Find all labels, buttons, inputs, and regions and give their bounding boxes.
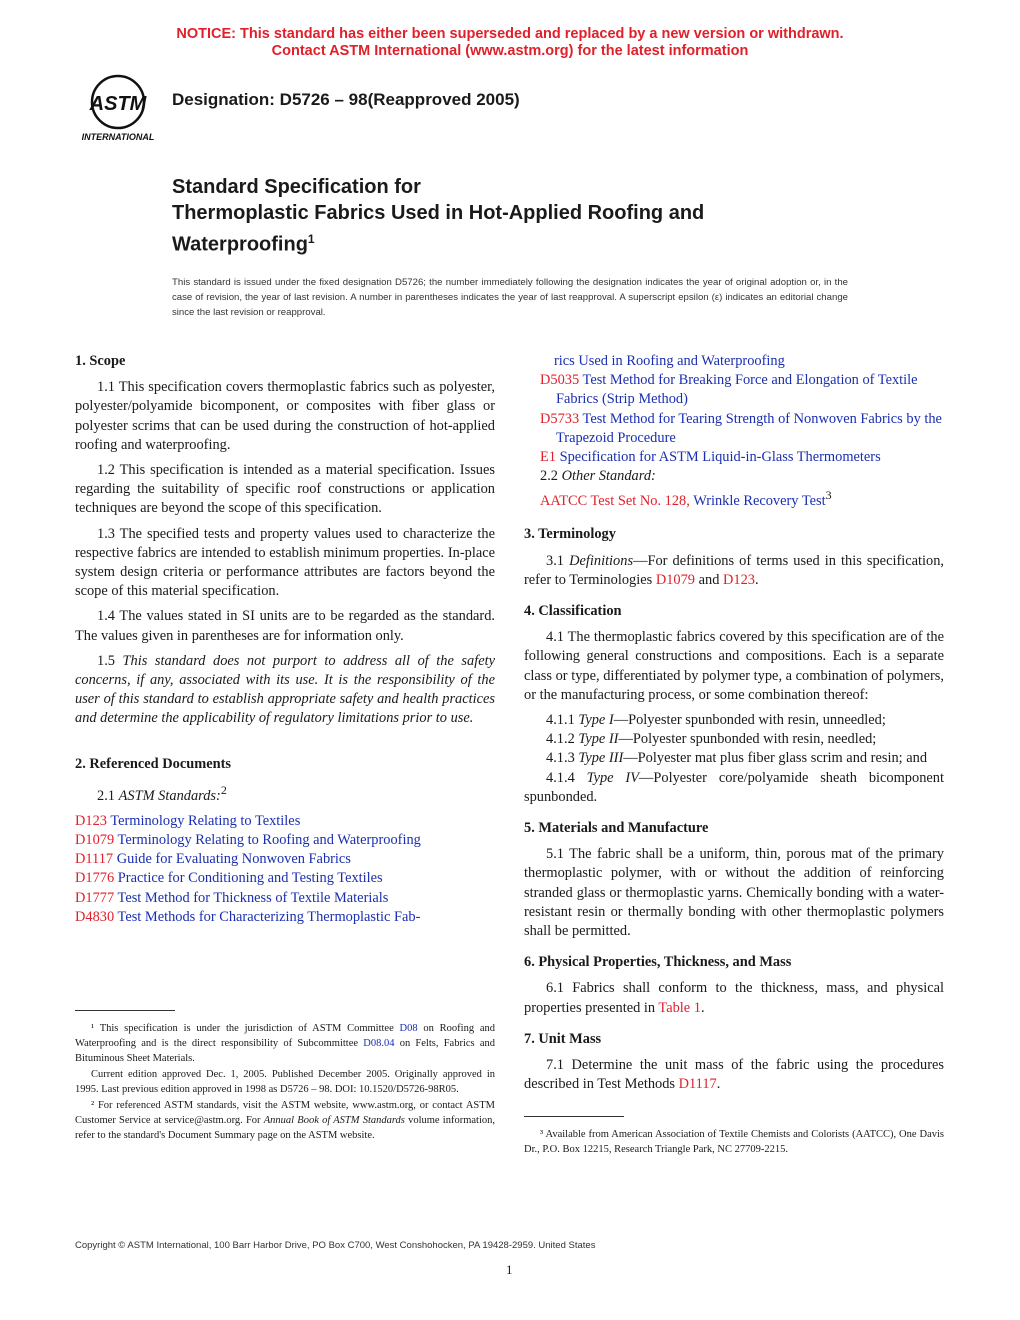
ref-d1079[interactable]: D1079 Terminology Relating to Roofing and Waterproofing bbox=[75, 832, 421, 849]
para-5-1: 5.1 The fabric shall be a uniform, thin, porous mat of the primary thermoplastic polymer, with or without the addition of reinforcing stranded glass or thermoplastic yarns. Chemically bonding with a water-resistant resin or thermally bonding with other thermoplastic polymers shall be permitted. bbox=[524, 846, 944, 940]
para-1-1: 1.1 This specification covers thermoplastic fabrics such as polyester, polyester/polyamide bicomponent, or composites with fiber glass or polyester scrims that can be used during the construction of hot-applied roofing and waterproofing. bbox=[75, 379, 495, 453]
astm-logo bbox=[72, 72, 164, 144]
section-6-heading: 6. Physical Properties, Thickness, and Mass bbox=[524, 954, 792, 971]
para-1-4: 1.4 The values stated in SI units are to be regarded as the standard. The values given in parentheses are for information only. bbox=[75, 608, 495, 644]
para-4-1: 4.1 The thermoplastic fabrics covered by this specification are of the following general constructions and compositions. Each is a separate class or type, differentiated by polymer type, a combination of polymers, or the manufacturing process, or some combination thereof: bbox=[524, 629, 944, 703]
notice-line-1: NOTICE: This standard has either been superseded and replaced by a new version or withdrawn. bbox=[176, 26, 844, 42]
ref-d4830[interactable]: D4830 Test Methods for Characterizing Thermoplastic Fab- bbox=[75, 908, 421, 925]
para-1-3: 1.3 The specified tests and property values used to characterize the respective fabrics are intended to establish minimum properties. In-place system design criteria or performance attributes are factors beyond the scope of this material specification. bbox=[75, 525, 495, 600]
copyright: Copyright © ASTM International, 100 Barr Harbor Drive, PO Box C700, West Conshohocken, PA 19428-2959. United States bbox=[75, 1240, 596, 1251]
footnote-divider-left bbox=[75, 1010, 175, 1011]
footnote-3: ³ Available from American Association of Textile Chemists and Colorists (AATCC), One Davis Dr., P.O. Box 12215, Research Triangle Park, NC 27709-2215. bbox=[524, 1129, 944, 1155]
para-3-1: 3.1 Definitions—For definitions of terms used in this specification, refer to Terminologies D1079 and D123. bbox=[524, 552, 944, 588]
para-6-1: 6.1 Fabrics shall conform to the thickness, mass, and physical properties presented in Table 1. bbox=[524, 980, 944, 1016]
ref-e1[interactable]: E1 Specification for ASTM Liquid-in-Glass Thermometers bbox=[540, 449, 881, 466]
ref-d5733[interactable]: D5733 Test Method for Tearing Strength of Nonwoven Fabrics by the Trapezoid Procedure bbox=[540, 410, 942, 446]
footnote-1-edition: Current edition approved Dec. 1, 2005. Published December 2005. Originally approved in 1995. Last previous edition approved in 1998 as D5726 – 98. DOI: 10.1520/D5726-98R05. bbox=[75, 1069, 495, 1095]
section-2-heading: 2. Referenced Documents bbox=[75, 755, 231, 772]
ref-d5035[interactable]: D5035 Test Method for Breaking Force and Elongation of Textile Fabrics (Strip Method) bbox=[540, 372, 918, 408]
title-line-3: Waterproofing bbox=[172, 233, 308, 256]
designation: Designation: D5726 – 98(Reapproved 2005) bbox=[172, 90, 520, 109]
ref-d4830-continued[interactable]: rics Used in Roofing and Waterproofing bbox=[554, 353, 785, 369]
section-7-heading: 7. Unit Mass bbox=[524, 1030, 602, 1047]
footnotes-right bbox=[524, 1127, 944, 1158]
right-column bbox=[524, 352, 944, 1101]
section-3-heading: 3. Terminology bbox=[524, 526, 616, 543]
ref-d1776[interactable]: D1776 Practice for Conditioning and Testing Textiles bbox=[75, 870, 383, 887]
notice-line-2: Contact ASTM International (www.astm.org) for the latest information bbox=[271, 43, 749, 59]
footnote-2: ² For referenced ASTM standards, visit the ASTM website, www.astm.org, or contact ASTM Customer Service at service@astm.org. For Annual Book of ASTM Standards volume information, refer to the standard's Document Summary page on the ASTM website. bbox=[75, 1100, 495, 1141]
para-7-1: 7.1 Determine the unit mass of the fabric using the procedures described in Test Methods D1117. bbox=[524, 1057, 944, 1093]
section-5-heading: 5. Materials and Manufacture bbox=[524, 820, 709, 837]
para-1-5: 1.5 This standard does not purport to address all of the safety concerns, if any, associated with its use. It is the responsibility of the user of this standard to establish appropriate safety and health practices and determine the applicability of regulatory limitations prior to use. bbox=[75, 652, 495, 727]
title-footnote-ref[interactable]: 1 bbox=[307, 232, 315, 246]
para-1-2: 1.2 This specification is intended as a material specification. Issues regarding the suitability of specific roof constructions or application techniques are beyond the scope of this specification. bbox=[75, 462, 495, 517]
footnotes-left bbox=[75, 1021, 495, 1144]
ref-d1777[interactable]: D1777 Test Method for Thickness of Textile Materials bbox=[75, 889, 389, 906]
page-number: 1 bbox=[506, 1262, 513, 1277]
issued-statement: This standard is issued under the fixed designation D5726; the number immediately following the designation indicates the year of original adoption or, in the case of revision, the year of last revision. A number in parentheses indicates the year of last reapproval. A superscript epsilon (ε) indicates an editorial change since the last revision or reapproval. bbox=[172, 277, 848, 318]
para-2-2: 2.2 Other Standard: bbox=[540, 468, 656, 485]
para-2-1: 2.1 ASTM Standards:$^2$ bbox=[97, 782, 227, 804]
ref-d123[interactable]: D123 Terminology Relating to Textiles bbox=[75, 812, 301, 829]
document-title bbox=[172, 174, 872, 258]
type-1: 4.1.1 Type I—Polyester spunbonded with resin, unneedled; bbox=[546, 712, 886, 729]
footnote-divider-right bbox=[524, 1116, 624, 1117]
type-4: 4.1.4 Type IV—Polyester core/polyamide sheath bicomponent spunbonded. bbox=[524, 769, 944, 805]
type-3: 4.1.3 Type III—Polyester mat plus fiber glass scrim and resin; and bbox=[546, 750, 928, 767]
ref-d1117[interactable]: D1117 Guide for Evaluating Nonwoven Fabrics bbox=[75, 851, 351, 868]
title-line-2: Thermoplastic Fabrics Used in Hot-Applied Roofing and bbox=[172, 202, 705, 224]
logo-subtext: INTERNATIONAL bbox=[81, 132, 155, 142]
title-line-1: Standard Specification for bbox=[172, 176, 421, 198]
type-2: 4.1.2 Type II—Polyester spunbonded with resin, needled; bbox=[546, 731, 877, 748]
ref-aatcc[interactable]: AATCC Test Set No. 128, Wrinkle Recovery Test$^3$ bbox=[540, 488, 832, 510]
section-1-heading: 1. Scope bbox=[75, 353, 126, 369]
left-column bbox=[75, 352, 495, 927]
logo-text: ASTM bbox=[89, 93, 147, 115]
footnote-1: ¹ This specification is under the jurisdiction of ASTM Committee D08 on Roofing and Waterproofing and is the direct responsibility of Subcommittee D08.04 on Felts, Fabrics and Bituminous Sheet Materials. bbox=[75, 1023, 496, 1064]
section-4-heading: 4. Classification bbox=[524, 603, 622, 620]
